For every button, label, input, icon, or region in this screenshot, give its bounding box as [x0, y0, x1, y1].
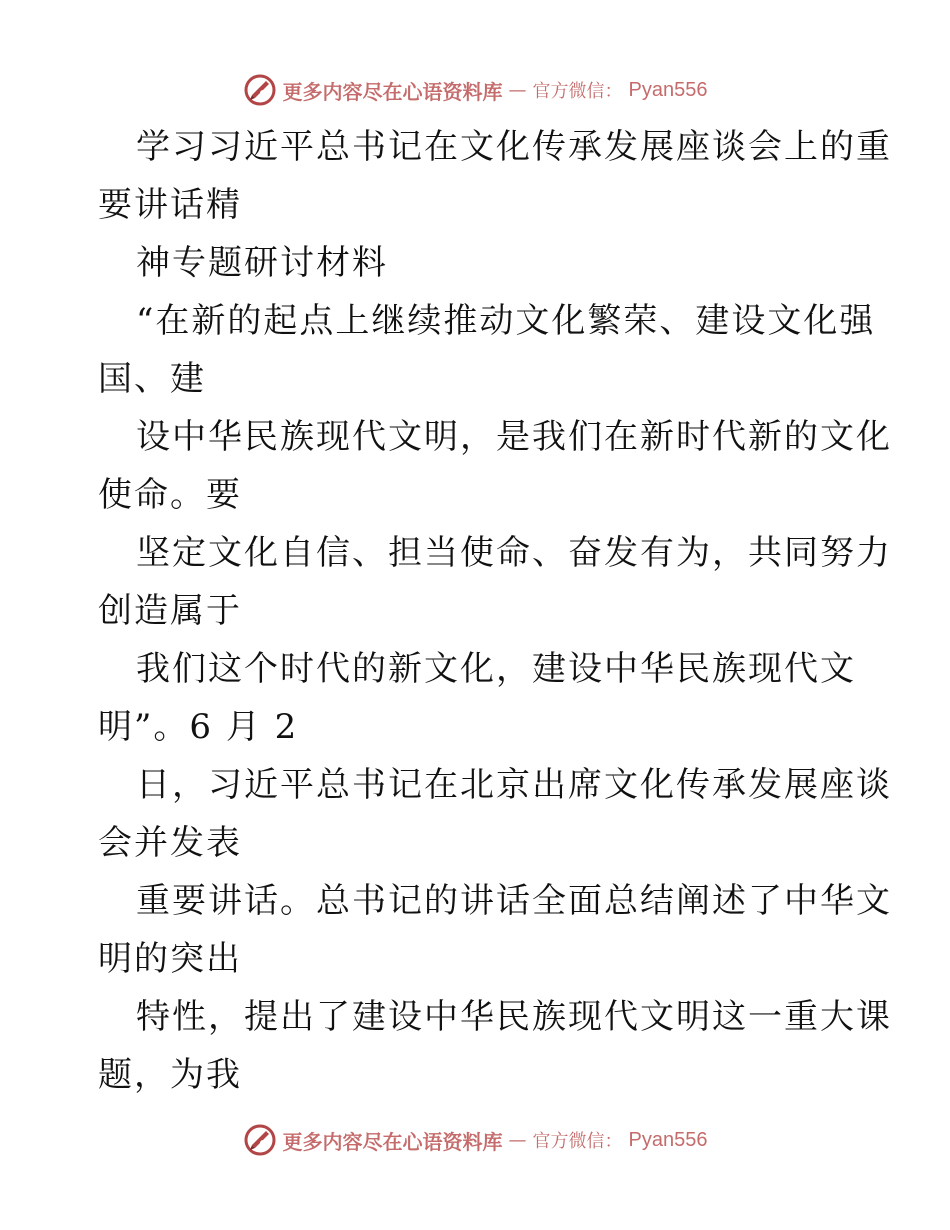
paragraph-line: 日，习近平总书记在北京出席文化传承发展座谈: [136, 765, 892, 805]
watermark-main-text: 更多内容尽在心语资料库: [282, 1129, 503, 1154]
paragraph-line: 国、建: [98, 359, 206, 399]
paragraph-line: 坚定文化自信、担当使命、奋发有为，共同努力: [136, 533, 892, 573]
paragraph-line: 神专题研讨材料: [136, 243, 388, 283]
watermark-separator: —: [508, 1129, 527, 1151]
watermark-group: [243, 70, 708, 110]
watermark-wechat-label: 官方微信：: [532, 1131, 623, 1152]
paragraph-line: 特性，提出了建设中华民族现代文明这一重大课: [136, 997, 892, 1037]
brand-logo-icon: [243, 73, 277, 107]
watermark-separator: —: [508, 79, 527, 101]
footer-watermark: [0, 1120, 950, 1160]
paragraph-line: 明”。6 月 2: [98, 707, 299, 747]
paragraph-line: 要讲话精: [98, 185, 242, 225]
paragraph-line: 使命。要: [98, 475, 242, 515]
header-watermark: [0, 70, 950, 110]
document-body: [98, 118, 892, 1104]
paragraph-line: 学习习近平总书记在文化传承发展座谈会上的重: [136, 127, 892, 167]
paragraph-line: 题，为我: [98, 1055, 242, 1095]
watermark-wechat-label: 官方微信：: [532, 81, 623, 102]
paragraph-line: 重要讲话。总书记的讲话全面总结阐述了中华文: [136, 881, 892, 921]
brand-logo-icon: [243, 1123, 277, 1157]
paragraph-line: 创造属于: [98, 591, 242, 631]
paragraph-line: 我们这个时代的新文化，建设中华民族现代文: [136, 649, 856, 689]
watermark-wechat-id: Pyan556: [628, 1128, 708, 1151]
watermark-wechat-id: Pyan556: [628, 78, 708, 101]
paragraph-line: 会并发表: [98, 823, 242, 863]
watermark-group: [243, 1120, 708, 1160]
paragraph-line: 明的突出: [98, 939, 242, 979]
paragraph-line: 设中华民族现代文明，是我们在新时代新的文化: [136, 417, 892, 457]
paragraph-line: “在新的起点上继续推动文化繁荣、建设文化强: [136, 301, 876, 341]
watermark-main-text: 更多内容尽在心语资料库: [282, 79, 503, 104]
